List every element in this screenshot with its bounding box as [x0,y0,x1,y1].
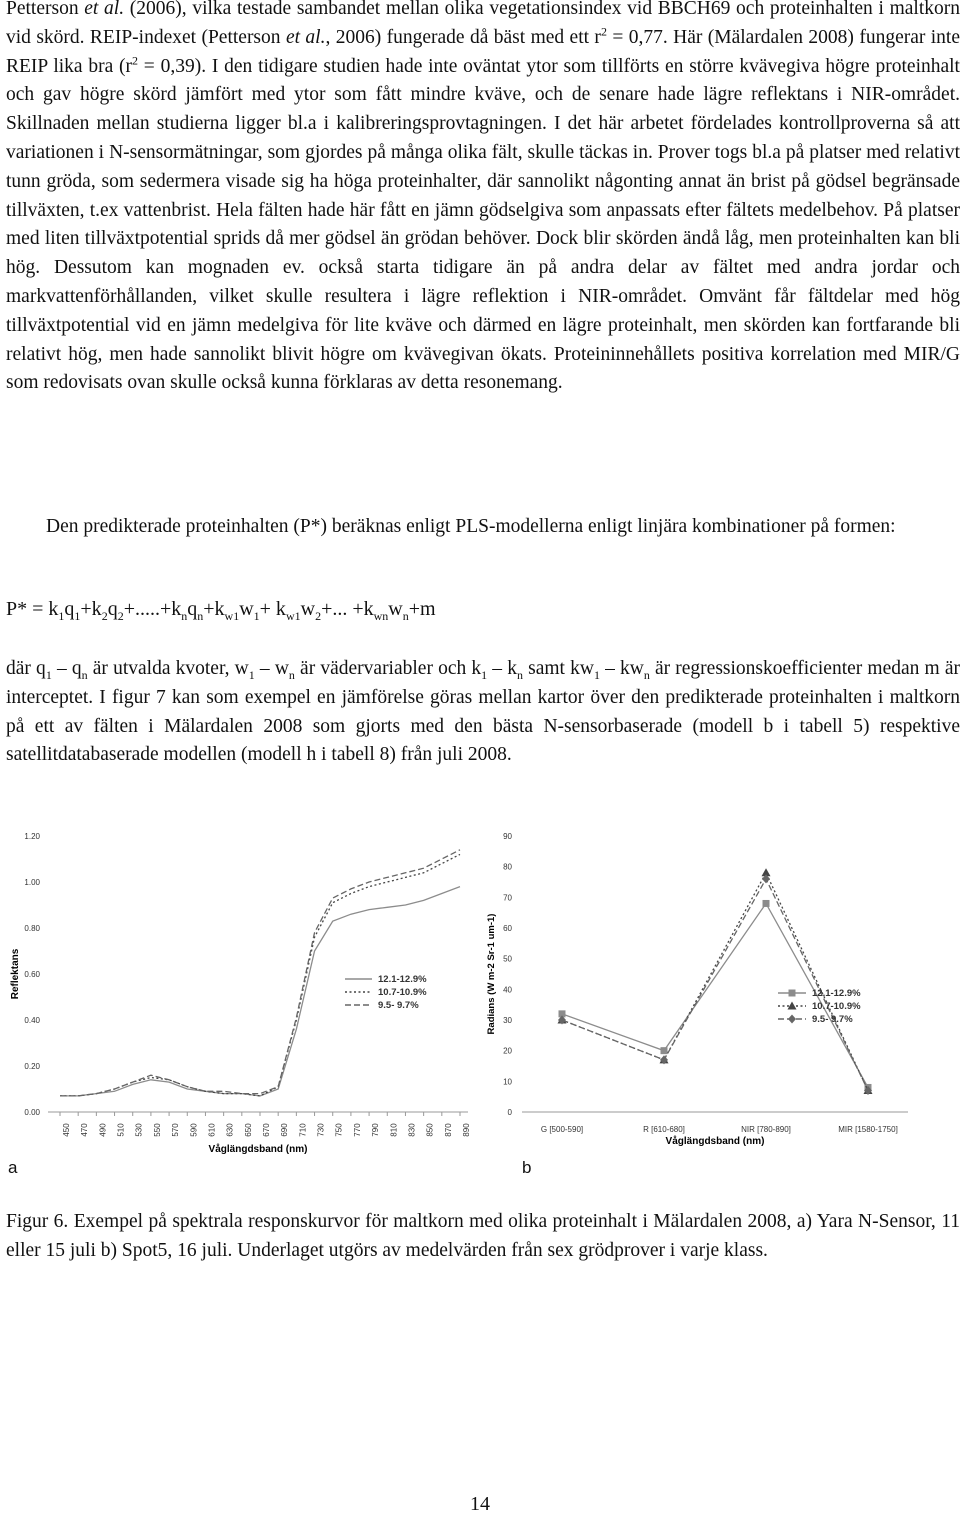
text-run: n [197,609,204,623]
figure-label-a: a [8,1158,18,1177]
text-run: n [643,667,650,682]
x-tick-label: 650 [243,1123,253,1137]
legend-label: 9.5- 9.7% [812,1014,853,1025]
text-run: q [187,598,198,620]
text-run: är regressionskoefficienter medan m är interceptet. I figur 7 kan som exempel en jämförelse göras mellan kartor över den predikterade proteinhalten i maltkorn på ett av fälten i Mälardalen 2008 som gjorts med den bästa N-sensorbaserade (modell b i tabell 5) respektive satellitdatabaserade modellen (modell h i tabell 8) från juli 2008. [6,658,960,766]
x-tick-label: 750 [334,1123,344,1137]
text-run: 1 [248,667,255,682]
x-tick-label: 790 [371,1123,381,1137]
y-tick-label: 0.00 [24,1108,40,1117]
y-tick-label: 1.20 [24,832,40,841]
text-run: wn [373,609,389,623]
series-line [60,850,460,1096]
text-run: 2 [117,609,124,623]
text-run: q [107,598,118,620]
x-axis-label: Våglängdsband (nm) [208,1144,308,1155]
text-run: = 0,77. Här (Mälardalen 2008) fungerar inte REIP lika bra (r [6,26,960,77]
y-axis-label: Reflektans [10,948,21,1000]
figure-label-b: b [522,1158,532,1177]
text-run: + k [259,598,286,620]
text-run: P* = k [6,598,59,620]
y-tick-label: 0.20 [24,1062,40,1071]
text-run: 2 [315,609,322,623]
legend-label: 10.7-10.9% [378,987,427,998]
legend-label: 12.1-12.9% [378,974,427,985]
x-tick-label: R [610-680] [643,1125,685,1134]
y-axis-label: Radians (W m-2 Sr-1 um-1) [486,913,497,1035]
y-tick-label: 0.80 [24,924,40,933]
x-tick-label: 870 [443,1123,453,1137]
series-line [562,879,868,1091]
text-run: 1 [253,609,260,623]
x-tick-label: 550 [152,1123,162,1137]
y-tick-label: 0.60 [24,970,40,979]
legend-label: 12.1-12.9% [812,988,861,999]
text-run: , 2006) fungerade då bäst med ett r [325,26,601,48]
x-tick-label: 470 [80,1123,90,1137]
x-axis-label: Våglängdsband (nm) [665,1136,765,1147]
text-run: 1 [58,609,65,623]
x-tick-label: 850 [425,1123,435,1137]
paragraph-coefficients [6,655,960,770]
x-tick-label: 570 [171,1123,181,1137]
x-tick-label: NIR [780-890] [741,1125,791,1134]
text-run: n [402,609,409,623]
y-tick-label: 1.00 [24,878,40,887]
y-tick-label: 80 [503,862,512,872]
text-run: +.....+k [123,598,182,620]
figure-6 [0,826,960,1156]
x-tick-label: 490 [98,1123,108,1137]
x-tick-label: 610 [207,1123,217,1137]
series-line [562,873,868,1091]
x-tick-label: 590 [189,1123,199,1137]
x-tick-label: 690 [280,1123,290,1137]
text-run: n [516,667,523,682]
y-tick-label: 60 [503,924,512,933]
text-run: et al. [84,0,125,19]
text-run: där q [6,658,46,679]
text-run: Petterson [6,0,85,19]
text-run: +... +k [321,598,374,620]
text-run: – q [51,658,82,679]
text-run: är vädervariabler och k [294,658,482,679]
x-tick-label: 530 [134,1123,144,1137]
text-run: 1 [481,667,488,682]
x-tick-label: 510 [116,1123,126,1137]
y-tick-label: 10 [503,1077,512,1087]
text-run: +m [408,598,436,620]
x-tick-label: 710 [298,1123,308,1137]
text-run: (2006), vilka testade sambandet mellan olika vegetationsindex vid BBCH69 och proteinhalten i maltkorn vid skörd. REIP-indexet (Petterson [6,0,960,48]
text-run: 1 [74,609,81,623]
text-run: et al. [285,26,326,48]
x-tick-label: 830 [407,1123,417,1137]
y-tick-label: 20 [503,1046,512,1056]
text-run: – k [487,658,517,679]
data-point [763,900,770,907]
text-run: w [388,598,403,620]
paragraph-discussion [6,0,960,398]
legend-marker [788,1015,796,1024]
text-run: n [181,609,188,623]
text-run: +k [80,598,102,620]
text-run: w1 [224,609,240,623]
y-tick-label: 50 [503,954,512,964]
text-run: – w [254,658,289,679]
text-run: är utvalda kvoter, w [87,658,249,679]
x-tick-label: 730 [316,1123,326,1137]
x-tick-label: G [500-590] [540,1125,584,1134]
page-number: 14 [470,1493,490,1515]
y-tick-label: 0.40 [24,1016,40,1025]
text-run: samt kw [522,658,594,679]
legend-marker [789,990,796,997]
text-run: +k [203,598,225,620]
figure-caption: Figur 6. Exempel på spektrala responskurvor för maltkorn med olika proteinhalt i Mälardalen 2008, a) Yara N-Sensor, 11 eller 15 juli b) Spot5, 16 juli. Underlaget utgörs av medelvärden från sex grödprover i varje klass. [6,1211,960,1261]
text-run: – kw [599,658,644,679]
text-run: 2 [600,24,607,39]
x-tick-label: 630 [225,1123,235,1137]
text-run: w [239,598,254,620]
x-tick-label: 810 [389,1123,399,1137]
chart-a-reflektans [0,826,480,1156]
text-run: = 0,39). I den tidigare studien hade inte oväntat ytor som tillförts en större kvävegiva högre proteinhalt och gav högre skörd jämfört med ytor som fått mindre kväve, och de senare hade lägre reflektans i NIR-området. Skillnaden mellan studierna ligger bl.a i kalibreringsprovtagningen. I det här arbetet fördelades kontrollproverna så att variationen i N-sensormätningar, som gjordes på många olika fält, skulle täckas in. Prover togs bl.a på platser med relativt tunn gröda, som sedermera visade sig ha höga proteinhalter, där sannolikt någonting annat än brist på gödsel begränsade tillväxten, t.ex vattenbrist. Hela fälten hade här fått en jämn gödselgiva som anpassats efter fältets medelbehov. På platser med liten tillväxtpotential sprids då mer gödsel än grödan behöver. Dock blir skörden ändå låg, men proteinhalten kan bli hög. Dessutom kan mognaden ev. också starta tidigare än på andra delar av fältet med andra jordar och markvattenförhållanden, vilket skulle resultera i lägre reflektion i NIR-området. Omvänt får fältdelar med hög tillväxtpotential vid en jämn medelgiva för lite kväve och därmed en lägre proteinhalt, men skörden kan fortfarande bli relativt hög, men hade sannolikt blivit högre om kvävegivan ökats. Proteininnehållets positiva korrelation med MIR/G som redovisats ovan skulle också kunna förklaras av detta resonemang. [6,55,960,394]
paragraph-prediction [6,513,960,542]
x-tick-label: 770 [352,1123,362,1137]
text-run: 2 [101,609,108,623]
data-point [661,1047,668,1054]
text-run: 1 [593,667,600,682]
text-run: w [300,598,316,620]
legend-label: 10.7-10.9% [812,1001,861,1012]
text-run: n [288,667,295,682]
text-run: n [81,667,88,682]
y-tick-label: 70 [503,893,512,903]
paragraph-prediction-text: Den predikterade proteinhalten (P*) beräknas enligt PLS-modellerna enligt linjära kombinationer på formen: [46,516,896,537]
x-tick-label: 890 [462,1123,471,1137]
y-tick-label: 40 [503,985,512,995]
text-run: w1 [285,609,301,623]
text-run: 1 [45,667,52,682]
text-run: 2 [132,53,139,68]
y-tick-label: 0 [507,1108,512,1117]
x-tick-label: 670 [262,1123,271,1137]
text-run: q [64,598,75,620]
legend-label: 9.5- 9.7% [378,1000,419,1011]
y-tick-label: 90 [503,832,512,841]
formula [6,598,436,621]
x-tick-label: MIR [1580-1750] [838,1125,898,1134]
x-tick-label: 450 [62,1123,71,1137]
y-tick-label: 30 [503,1016,512,1025]
chart-b-radians [480,826,920,1156]
